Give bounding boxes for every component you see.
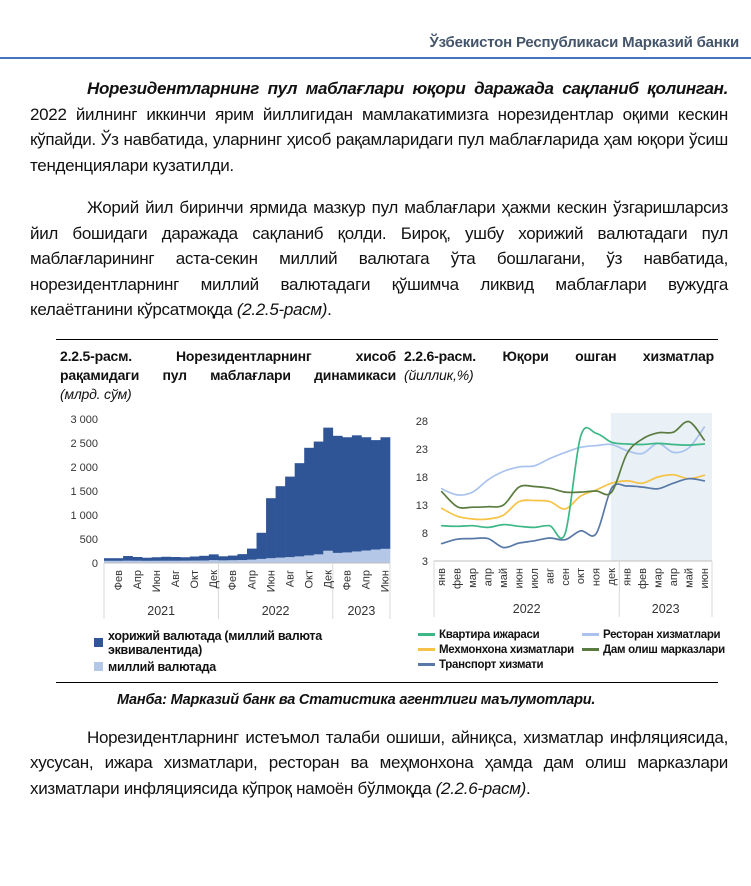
svg-text:мар: мар bbox=[652, 567, 665, 588]
svg-text:2023: 2023 bbox=[347, 603, 376, 618]
paragraph-1-rest: 2022 йилнинг иккинчи ярим йиллигидан мамлакатимизга норезидентлар оқими кескин кўпайди. Ўз навбатида, уларнинг ҳисоб рақамларидаги пул маблағларида ҳам юқори ўсиш тенденциялари кузатилди. bbox=[30, 104, 728, 175]
svg-text:фев: фев bbox=[637, 567, 649, 589]
svg-text:апр: апр bbox=[482, 567, 495, 586]
svg-text:дек: дек bbox=[606, 567, 619, 585]
source-note: Манба: Марказий банк ва Статистика агентлиги маълумотлари. bbox=[117, 691, 596, 708]
figure-ref-225: (2.2.5-расм) bbox=[236, 300, 328, 319]
svg-text:500: 500 bbox=[79, 533, 98, 546]
paragraph-1 bbox=[30, 76, 728, 178]
svg-text:авг: авг bbox=[544, 567, 557, 584]
svg-text:0: 0 bbox=[91, 557, 98, 570]
svg-text:2022: 2022 bbox=[261, 603, 290, 618]
svg-text:18: 18 bbox=[415, 471, 428, 484]
svg-text:2 500: 2 500 bbox=[70, 437, 98, 450]
figure-block bbox=[56, 339, 725, 683]
svg-text:ноя: ноя bbox=[590, 567, 603, 586]
legend-label: Квартира ижараси bbox=[439, 628, 540, 641]
bar-chart-legend bbox=[94, 629, 396, 677]
svg-text:1 500: 1 500 bbox=[70, 485, 98, 498]
legend-item bbox=[418, 629, 578, 641]
line-chart-services-inflation bbox=[404, 411, 714, 627]
svg-text:янв: янв bbox=[621, 567, 634, 586]
svg-text:сен: сен bbox=[559, 567, 572, 586]
svg-text:2 000: 2 000 bbox=[70, 461, 98, 474]
svg-text:3: 3 bbox=[421, 555, 428, 568]
legend-label: хорижий валютада (миллий валюта эквивалентида) bbox=[108, 628, 322, 657]
figure-226-caption bbox=[404, 347, 714, 409]
bar-chart-money-dynamics bbox=[60, 411, 396, 627]
svg-text:Окт: Окт bbox=[303, 569, 316, 589]
svg-text:Июн: Июн bbox=[150, 569, 163, 592]
svg-text:2023: 2023 bbox=[651, 601, 680, 616]
paragraph-3-period: . bbox=[525, 778, 531, 798]
line-chart-legend bbox=[418, 628, 725, 671]
svg-text:Окт: Окт bbox=[189, 569, 202, 589]
paragraph-1-lead: Норезидентларнинг пул маблағлари юқори даражада сақланиб қолинган. bbox=[87, 79, 728, 98]
figure-225-caption-title: 2.2.5-расм. Норезидентларнинг хисоб рақамидаги пул маблағлари динамикаси bbox=[60, 347, 396, 383]
page-header bbox=[0, 0, 751, 59]
legend-label: Транспорт хизмати bbox=[439, 658, 544, 671]
figure-225 bbox=[60, 347, 396, 677]
svg-text:окт: окт bbox=[575, 567, 588, 584]
legend-swatch-icon bbox=[94, 662, 103, 671]
legend-line-icon bbox=[582, 648, 599, 650]
legend-item bbox=[94, 660, 396, 674]
svg-text:июл: июл bbox=[528, 567, 541, 589]
svg-text:апр: апр bbox=[667, 567, 680, 586]
svg-text:июн: июн bbox=[698, 567, 711, 588]
svg-text:8: 8 bbox=[421, 527, 428, 540]
svg-text:янв: янв bbox=[436, 567, 449, 586]
legend-item bbox=[94, 629, 396, 657]
svg-text:28: 28 bbox=[415, 415, 428, 428]
svg-text:3 000: 3 000 bbox=[70, 413, 98, 426]
legend-item bbox=[418, 659, 578, 671]
svg-text:май: май bbox=[683, 567, 696, 588]
legend-line-icon bbox=[418, 663, 435, 665]
legend-label: Ресторан хизматлари bbox=[603, 628, 721, 641]
svg-text:2021: 2021 bbox=[147, 603, 176, 618]
legend-swatch-icon bbox=[94, 638, 103, 647]
svg-text:фев: фев bbox=[451, 567, 464, 589]
figure-226-caption-title: 2.2.6-расм. Юқори ошган хизматлар bbox=[404, 347, 714, 364]
legend-label: Мехмонхона хизматлари bbox=[439, 643, 574, 656]
figure-225-caption bbox=[60, 347, 396, 409]
svg-text:13: 13 bbox=[415, 499, 428, 512]
svg-text:2022: 2022 bbox=[512, 601, 541, 616]
legend-item bbox=[582, 629, 732, 641]
svg-text:Авг: Авг bbox=[284, 569, 297, 587]
paragraph-3-main: Норезидентларнинг истеъмол талаби ошиши, айниқса, хизматлар инфляциясида, хусусан, ижара хизматлари, ресторан ва меҳмонхона ҳамда дам олиш марказлари хизматлари инфляциясида кўпроқ намоён бўлмоқда bbox=[30, 727, 728, 798]
legend-label: миллий валютада bbox=[108, 659, 216, 674]
svg-text:Фев: Фев bbox=[341, 569, 354, 590]
svg-text:23: 23 bbox=[415, 443, 428, 456]
svg-text:Авг: Авг bbox=[170, 569, 182, 587]
svg-text:мар: мар bbox=[467, 567, 480, 588]
bar-chart-plot bbox=[70, 414, 391, 619]
svg-text:Апр: Апр bbox=[246, 569, 259, 589]
svg-text:Апр: Апр bbox=[131, 569, 144, 589]
svg-text:Июн: Июн bbox=[379, 569, 392, 592]
svg-text:Фев: Фев bbox=[112, 569, 125, 590]
paragraph-2 bbox=[30, 195, 728, 323]
svg-text:Июн: Июн bbox=[265, 569, 278, 592]
legend-line-icon bbox=[418, 648, 435, 650]
legend-item bbox=[582, 644, 732, 656]
line-chart-plot bbox=[416, 413, 712, 617]
legend-label: Дам олиш марказлари bbox=[603, 643, 725, 656]
figure-226 bbox=[404, 347, 725, 677]
svg-text:1 000: 1 000 bbox=[70, 509, 98, 522]
legend-item bbox=[418, 644, 578, 656]
legend-line-icon bbox=[582, 633, 599, 635]
svg-text:май: май bbox=[498, 567, 510, 588]
svg-text:Дек: Дек bbox=[208, 569, 221, 588]
paragraph-2-period: . bbox=[327, 300, 332, 319]
page-content bbox=[0, 76, 751, 801]
svg-text:Фев: Фев bbox=[227, 569, 240, 590]
legend-line-icon bbox=[418, 633, 435, 635]
figure-226-caption-unit: (йиллик,%) bbox=[404, 366, 474, 383]
svg-text:июн: июн bbox=[513, 567, 526, 588]
paragraph-3 bbox=[30, 725, 728, 802]
svg-text:Апр: Апр bbox=[360, 569, 373, 589]
svg-text:Дек: Дек bbox=[322, 569, 335, 588]
figure-ref-226: (2.2.6-расм) bbox=[435, 778, 526, 798]
paragraph-2-main: Жорий йил биринчи ярмида мазкур пул маблағлари ҳажми кескин ўзгаришларсиз йил бошидаги даражада сақланиб қолди. Бироқ, ушбу хорижий валютадаги пул маблағларининг аста-секин миллий валютага ўта бошлагани, ўз навбатида, норезидентларнинг миллий валютадаги қўшимча ликвид маблағлари вужудга келаётганини кўрсатмоқда bbox=[30, 198, 728, 319]
header-title: Ўзбекистон Республикаси Марказий банки bbox=[429, 34, 739, 51]
figure-225-caption-unit: (млрд. сўм) bbox=[60, 385, 132, 402]
